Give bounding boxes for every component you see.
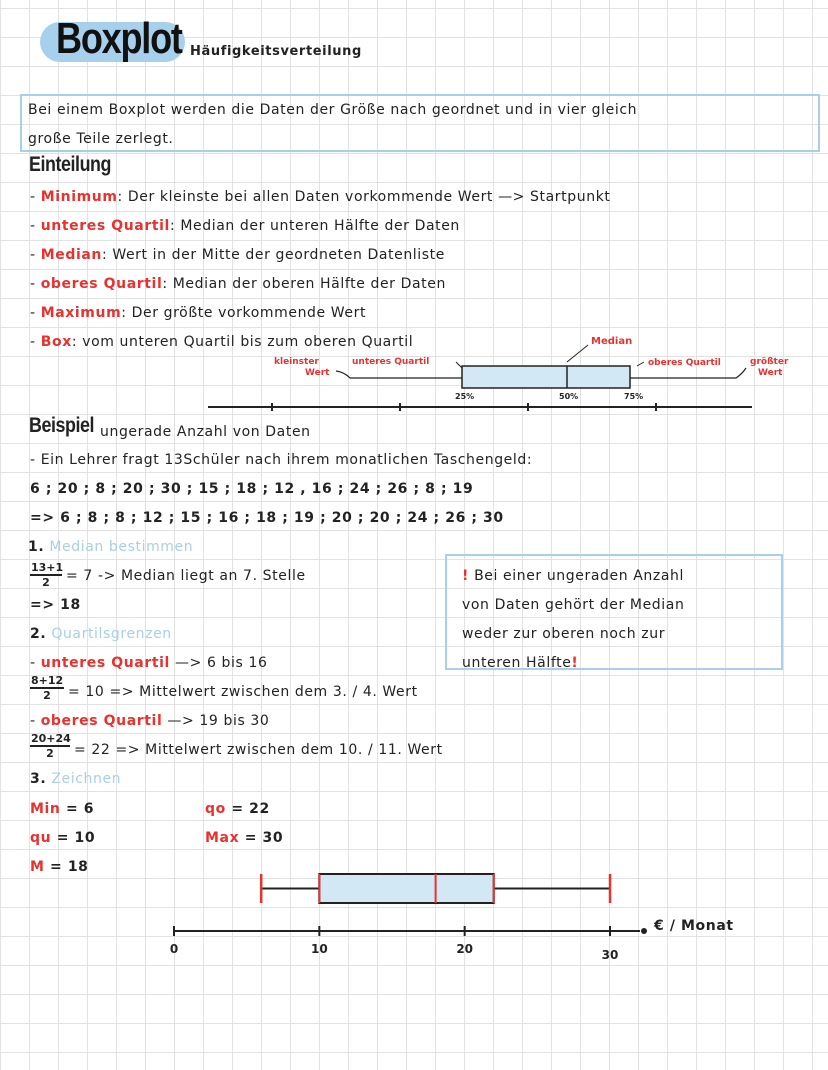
q1-term: unteres Quartil: [40, 655, 170, 671]
term-median: Median: [40, 247, 102, 263]
beispiel-raw-data: 6 ; 20 ; 8 ; 20 ; 30 ; 15 ; 18 ; 12 , 16 ; 24 ; 26 ; 8 ; 19: [30, 481, 474, 497]
term-minimum: Minimum: [40, 189, 118, 205]
note-line-2: von Daten gehört der Median: [462, 597, 685, 613]
desc-unteres-quartil: : Median der unteren Hälfte der Daten: [169, 218, 460, 234]
q1-range: —> 6 bis 16: [175, 655, 268, 671]
schematic-pct-50: 50%: [559, 392, 579, 401]
value-qo-label: qo: [205, 801, 226, 817]
page-subtitle: Häufigkeitsverteilung: [190, 44, 362, 59]
step2-number: 2.: [30, 626, 47, 642]
value-max-label: Max: [205, 830, 240, 846]
intro-line-1: Bei einem Boxplot werden die Daten der Größe nach geordnet und in vier gleich: [28, 102, 638, 118]
schematic-label-min-2: Wert: [305, 368, 330, 378]
note-line-3: weder zur oberen noch zur: [462, 626, 666, 642]
value-qu-number: = 10: [56, 830, 96, 846]
term-box: Box: [40, 334, 72, 350]
value-min-label: Min: [30, 801, 61, 817]
value-qo-number: = 22: [231, 801, 270, 817]
schematic-label-min-1: kleinster: [274, 357, 319, 367]
beispiel-task: - Ein Lehrer fragt 13Schüler nach ihrem monatlichen Taschengeld:: [30, 452, 533, 468]
schematic-label-median: Median: [591, 336, 633, 347]
schematic-pct-25: 25%: [455, 392, 475, 401]
chart-box: [319, 874, 493, 903]
step1-fraction-denominator: 2: [42, 576, 50, 589]
desc-oberes-quartil: : Median der oberen Hälfte der Daten: [162, 276, 446, 292]
q1-fraction-denominator: 2: [43, 689, 51, 702]
note-exclamation-2: !: [571, 655, 579, 671]
value-min-number: = 6: [65, 801, 95, 817]
step3-title: Zeichnen: [51, 771, 122, 787]
beispiel-heading-suffix: ungerade Anzahl von Daten: [100, 424, 311, 440]
term-oberes-quartil: oberes Quartil: [40, 276, 163, 292]
beispiel-heading: Beispiel: [29, 414, 95, 437]
einteilung-item-oberes-quartil: - oberes Quartil: Median der oberen Hälfte der Daten: [30, 276, 446, 292]
value-max-number: = 30: [244, 830, 284, 846]
step2-title: Quartilsgrenzen: [51, 626, 172, 642]
q1-text: = 10 => Mittelwert zwischen dem 3. / 4. Wert: [68, 684, 418, 700]
beispiel-sorted-data: => 6 ; 8 ; 8 ; 12 ; 15 ; 16 ; 18 ; 19 ; 20 ; 20 ; 24 ; 26 ; 30: [30, 510, 504, 526]
chart-tick-label: 20: [456, 942, 474, 956]
desc-box: : vom unteren Quartil bis zum oberen Quartil: [71, 334, 414, 350]
term-maximum: Maximum: [40, 305, 122, 321]
q3-range: —> 19 bis 30: [167, 713, 270, 729]
schematic-label-q3: oberes Quartil: [648, 358, 721, 368]
einteilung-item-maximum: - Maximum: Der größte vorkommende Wert: [30, 305, 367, 321]
chart-x-axis-label: € / Monat: [654, 918, 734, 934]
schematic-label-max-1: größter: [750, 357, 789, 367]
note-line-1-text: Bei einer ungeraden Anzahl: [474, 568, 684, 584]
desc-median: : Wert in der Mitte der geordneten Datenliste: [101, 247, 445, 263]
value-m-number: = 18: [50, 859, 89, 875]
step1-result: => 18: [30, 597, 81, 613]
step1-title: Median bestimmen: [49, 539, 194, 555]
einteilung-item-unteres-quartil: - unteres Quartil: Median der unteren Hälfte der Daten: [30, 218, 460, 234]
desc-maximum: : Der größte vorkommende Wert: [121, 305, 367, 321]
note-line-4-text: unteren Hälfte: [462, 655, 572, 671]
q1-fraction-numerator: 8+12: [31, 674, 64, 687]
einteilung-item-minimum: - Minimum: Der kleinste bei allen Daten vorkommende Wert —> Startpunkt: [30, 189, 611, 205]
note-exclamation-1: !: [462, 568, 469, 584]
value-qu-label: qu: [30, 830, 52, 846]
chart-tick-label: 30: [601, 948, 619, 962]
q3-term: oberes Quartil: [40, 713, 163, 729]
term-unteres-quartil: unteres Quartil: [40, 218, 170, 234]
q3-fraction-numerator: 20+24: [31, 732, 71, 745]
q1-row: - unteres Quartil —> 6 bis 16: [30, 655, 268, 671]
chart-axis-arrow: [641, 928, 647, 934]
schematic-label-q1: unteres Quartil: [352, 357, 430, 367]
step1-text: = 7 -> Median liegt an 7. Stelle: [66, 568, 306, 584]
schematic-label-max-2: Wert: [758, 368, 783, 378]
chart-tick-label: 0: [169, 942, 179, 956]
step1-number: 1.: [28, 539, 45, 555]
q3-fraction-denominator: 2: [46, 747, 54, 760]
step1-fraction-numerator: 13+1: [31, 561, 64, 574]
page-title: Boxplot: [56, 14, 182, 63]
schematic-pct-75: 75%: [624, 392, 644, 401]
desc-minimum: : Der kleinste bei allen Daten vorkommende Wert —> Startpunkt: [117, 189, 611, 205]
q3-text: = 22 => Mittelwert zwischen dem 10. / 11. Wert: [74, 742, 443, 758]
einteilung-item-box: - Box: vom unteren Quartil bis zum oberen Quartil: [30, 334, 414, 350]
intro-line-2: große Teile zerlegt.: [28, 131, 174, 147]
step3-number: 3.: [30, 771, 47, 787]
value-m-label: M: [30, 859, 45, 875]
q3-row: - oberes Quartil —> 19 bis 30: [30, 713, 270, 729]
einteilung-item-median: - Median: Wert in der Mitte der geordneten Datenliste: [30, 247, 445, 263]
chart-tick-label: 10: [310, 942, 328, 956]
einteilung-heading: Einteilung: [29, 153, 112, 176]
